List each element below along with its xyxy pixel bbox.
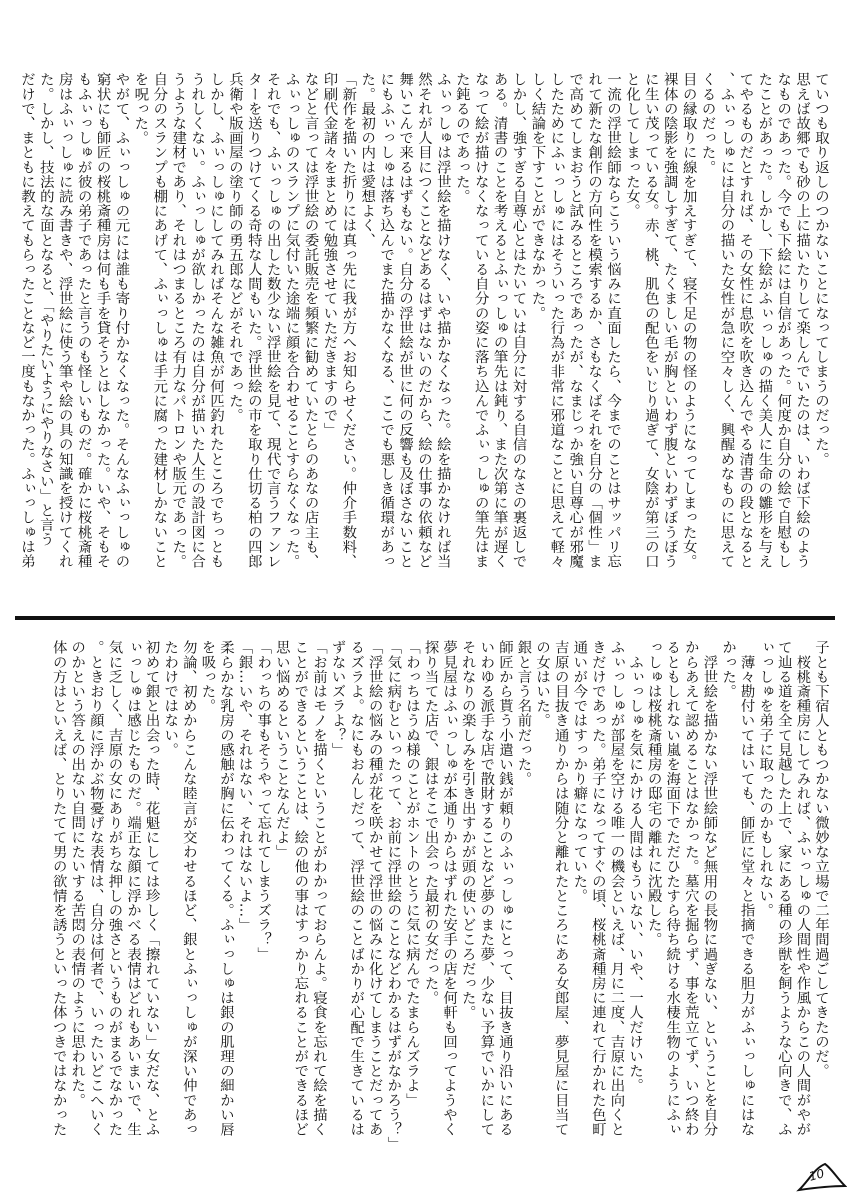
text-line: しかし、ふぃっしゅにしてみればそんな雑魚が何匹釣れたところでちっとも <box>208 72 224 569</box>
text-line: て辿る道を全て見越した上で、家にある種の珍獣を飼うような心向きで、ふ <box>775 640 792 1137</box>
text-line: 通いが今ではすっかり癖になっていた。 <box>571 640 588 903</box>
text-line: 「わっちの事もそうやって忘れてしまうズラ？」 <box>255 640 272 962</box>
text-line: 自分のスランプも棚にあげて、ふぃっしゅは手元に腐った建材しかないこと <box>151 72 168 569</box>
text-line: 体の方はといえば、とりたてて男の欲情を誘うといった体つきではなかった <box>50 640 67 1137</box>
text-line: 「浮世絵の悩みの種が花を咲かせて浮世の悩みに化けてしまうことだってあ <box>366 640 383 1137</box>
text-line: にもふぃっしゅは落ち込んでまた描かなくなる、ここでも悪しき循環があっ <box>378 72 395 569</box>
text-line: かった。 <box>720 640 737 699</box>
text-line: なって絵が描けなくなっている自分の姿に落ち込んでふぃっしゅの筆先はま <box>472 72 489 569</box>
text-line: それなりの楽しみを引き出すかが頭の使いどころだった。 <box>459 640 476 1020</box>
text-line: したためにふぃっしゅにはそういった行為が非常に邪道なことに思えて軽々 <box>548 72 565 569</box>
text-line: なものであった。今でも下絵には自信があった。何度か自分の絵で自慰もし <box>775 72 792 569</box>
text-line: それでも、ふぃっしゅの出した数少ない浮世絵を見て、現代で言うファンレ <box>264 72 281 569</box>
text-line: 勿論、初めからこんな睦言が交わせるほど、銀とふぃっしゅが深い仲であっ <box>180 640 197 1137</box>
text-line: 「新作を描いた折りには真っ先に我が方へお知らせください。仲介手数料、 <box>340 72 357 569</box>
text-line: だけで、まともに教えてもらったことなど一度もなかった。ふぃっしゅは弟 <box>18 72 35 569</box>
text-line: た。しかし、技法的な面となると、「やりたいようにやりなさい」と言う <box>37 72 54 547</box>
text-line: るともしれない嵐を海面下でただひたすら待ち続ける水棲生物のようにふぃ <box>664 640 681 1137</box>
text-line: た鈍るのであった。 <box>453 72 470 204</box>
text-line: 浮世絵を描かない浮世絵師など無用の長物に過ぎない、ということを自分 <box>701 640 718 1137</box>
text-line: 初めて銀と出会った時、花魁にしては珍しく「擦れていない」女だな、とふ <box>143 640 160 1137</box>
text-line: 房はふぃっしゅに読み書きや、浮世絵に使う筆や絵の具の知識を授けてくれ <box>56 72 73 569</box>
text-line: 思えば故郷でも砂の上に描いたりして楽しんでいたのは、いわば下絵のよう <box>794 72 811 569</box>
page-number: 10 <box>807 1166 826 1184</box>
text-line: もふぃっしゅが彼の弟子であったと言うのも怪しいものだ。確かに桜桃斎種 <box>75 72 92 569</box>
text-line: ずないズラよ？」 <box>329 640 346 757</box>
text-line: 柔らかな乳房の感触が胸に伝わってくる。ふぃっしゅは銀の肌理の細かい唇 <box>218 640 234 1137</box>
text-line: などと言っては浮世絵の委託販売を頻繁に勧めていたとらのあなの店主も、 <box>302 72 319 569</box>
text-line: 探り当てた店で、銀はそこで出会った最初の女だった。 <box>422 640 439 1005</box>
text-line: を吸った。 <box>199 640 216 713</box>
text-line: で高めてしまおうと試みるところであったが、なまじっか強い自尊心が邪魔 <box>567 72 584 569</box>
text-line: しかし、強すぎる自尊心とはたいていは自分に対する自信のなさの裏返しで <box>510 72 527 569</box>
page-number-badge <box>795 1160 847 1194</box>
text-line: るズラよ。なにもおんしだって、浮世絵のことばかりが心配で生きているは <box>348 640 365 1137</box>
text-line: 窮状にも師匠の桜桃斎種房は何も手を貸そうとはしなかった。いや、そもそ <box>94 72 111 569</box>
text-line: を呪った。 <box>132 72 149 145</box>
text-line: 子とも下宿人ともつかない微妙な立場で二年間過ごしてきたのだ。 <box>813 640 829 1078</box>
text-line: ターを送りつけてくる奇特な人間もいた。浮世絵の市を取り仕切る柏の四郎 <box>245 72 262 569</box>
text-line: やがて、ふぃっしゅの元には誰も寄り付かなくなった。そんなふぃっしゅの <box>113 72 130 569</box>
text-line: きだけであった。弟子になってすぐの頃、桜桃斎種房に連れて行かれた色町 <box>589 640 606 1137</box>
text-line: 舞いこんで来るはずもない。自分の浮世絵が世に何の反響も及ぼさないこと <box>397 72 414 569</box>
text-line: くるのだった。 <box>699 72 716 175</box>
text-line: 銀と言う名前だった。 <box>515 640 532 786</box>
upper-text-block <box>17 72 830 617</box>
text-line: 思い悩めるということなんだよ」 <box>273 640 290 859</box>
section-divider <box>15 616 835 620</box>
text-line: ふぃっしゅが部屋を空ける唯一の機会といえば、月に二度、吉原に出向くと <box>608 640 625 1137</box>
text-line: しく結論を下すことができなかった。 <box>529 72 546 321</box>
text-line: ふぃっしゅは浮世絵を描けなく、いや描かなくなった。絵を描かなければ当 <box>434 72 451 569</box>
text-line: に生い茂っている女。赤、桃、肌色の配色をいじり過ぎて、女陰が第三の口 <box>642 72 659 569</box>
text-line: ていつも取り返しのつかないことになってしまうのだった。 <box>813 72 829 467</box>
text-line: てやるものだとすれば、その女性に息吹を吹き込んでやる清書の段となると <box>737 72 754 569</box>
text-line: からあえて認めることはなかった。墓穴を掘らず、事を荒立てず、いつ終わ <box>682 640 699 1137</box>
text-line: たわけではない。 <box>162 640 179 757</box>
text-line: ふぃっしゅを気にかける人間はもういない、いや、一人だけいた。 <box>627 640 644 1093</box>
text-line: 。ときおり顔に浮かぶ物憂げな表情は、自分は何者で、いったいどこへいく <box>87 640 104 1137</box>
text-line: っしゅは桜桃斎種房の邸宅の離れに沈殿した。 <box>645 640 662 947</box>
text-line: と化してしまった女。 <box>623 72 640 218</box>
text-line: うような建材であり、それはつまるところ有力なパトロンや版元であった。 <box>170 72 187 569</box>
text-line: たことがあった。しかし、下絵がふぃっしゅの描く美人に生命の雛形を与え <box>756 72 773 569</box>
lower-text-block <box>49 640 830 1180</box>
text-line: 、ふぃっしゅには自分の描いた女性が急に空々しく、興醒めなものに思えて <box>718 72 735 569</box>
text-line: 吉原の目抜き通りからは随分と離れたところにある女郎屋、夢見屋に目当て <box>552 640 569 1137</box>
text-line: 目の縁取りに線を加えすぎて、寝不足の物の怪のようになってしまった女。 <box>680 72 697 569</box>
text-line: の女はいた。 <box>534 640 551 728</box>
text-line: 裸体の陰影を強調しすぎて、たくましい毛が胸といわず腹といわずぼうぼう <box>661 72 678 569</box>
text-line: のかという答えの出ない自問にたいする苦悶の表情のように思われた。 <box>69 640 86 1108</box>
text-line: れて新たな創作の方向性を模索するか、さもなくばそれを自分の「個性」ま <box>586 72 603 569</box>
text-line: 気に乏しく、吉原の女にありがちな押しの強さというものがまるでなかった <box>106 640 123 1137</box>
text-line: ふぃっしゅのスランプに気付いた途端に顔を合わせることすらなくなった。 <box>283 72 300 569</box>
text-line: 「銀…いや、それはない、それはないよ…」 <box>236 640 253 932</box>
text-line: 薄々勘付いてはいても、師匠に堂々と指摘できる胆力がふぃっしゅにはな <box>738 640 755 1137</box>
text-line: 「気に病むといったって、お前に浮世絵のことなどわかるはずがなかろう？」 <box>385 640 402 1151</box>
text-line: ぃっしゅは感じたものだ。端正な顔に浮かべる表情はどれもあいまいで、生 <box>125 640 142 1137</box>
text-line: 師匠から貰う小遣い銭が頼りのふぃっしゅにとって、目抜き通り沿いにある <box>496 640 513 1137</box>
text-line: 桜桃斎種房にしてみれば、ふぃっしゅの人間性や作風からこの人間がやが <box>794 640 811 1137</box>
text-line: 印刷代金諸々をまとめて勉強させていただきますので」 <box>321 72 338 437</box>
text-line: いわゆる派手な店で散財することなど夢のまた夢、少ない予算でいかにして <box>478 640 495 1137</box>
text-line: 「わっちはうぬ様のことがホントのとうに気に病んでたまらんズラよ」 <box>403 640 420 1108</box>
text-line: ぃっしゅを弟子に取ったのかもしれない。 <box>757 640 774 918</box>
text-line: 然それが人目につくことなどあるはずはないのだから、絵の仕事の依頼など <box>415 72 432 569</box>
text-line: ある。清書のことを考えるとふぃっしゅの筆先は鈍り、また次第に筆が遅く <box>491 72 508 569</box>
text-line: た。最初の内は愛想よく、 <box>359 72 376 248</box>
text-line: 夢見屋はふぃっしゅが本通りからはずれた安手の店を何軒も回ってようやく <box>441 640 458 1137</box>
text-line: 一流の浮世絵師ならこういう悩みに直面したら、今までのことはサッパリ忘 <box>605 72 622 569</box>
text-line: うれしくない。ふぃっしゅが欲しかったのは自分が描いた人生の設計図に合 <box>189 72 206 569</box>
text-line: 「お前はモノを描くということがわかっておらんよ。寝食を忘れて絵を描く <box>310 640 327 1137</box>
text-line: ことができるということは、絵の他の事はすっかり忘れることができるほど <box>292 640 309 1137</box>
text-line: 兵衛や版画屋の塗り師の勇五郎などがそれであった。 <box>226 72 243 423</box>
